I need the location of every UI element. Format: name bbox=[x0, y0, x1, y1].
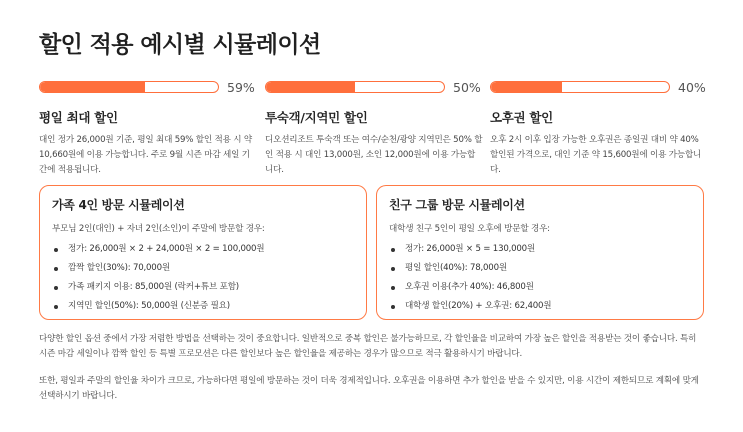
stat-guest-resident bbox=[265, 79, 483, 178]
list-item: 깜짝 할인(30%): 70,000원 bbox=[52, 259, 354, 278]
progress-row bbox=[39, 79, 257, 95]
list-item: 평일 할인(40%): 78,000원 bbox=[389, 259, 691, 278]
list-item: 대학생 할인(20%) + 오후권: 62,400원 bbox=[389, 297, 691, 316]
stat-description: 오후 2시 이후 입장 가능한 오후권은 종일권 대비 약 40% 할인된 가격으로, 대인 기준 약 15,600원에 이용 가능합니다. bbox=[490, 135, 702, 175]
card-title: 친구 그룹 방문 시뮬레이션 bbox=[389, 198, 525, 212]
progress-row bbox=[265, 79, 483, 95]
progress-track bbox=[490, 81, 670, 93]
card-list bbox=[389, 240, 691, 316]
progress-row bbox=[490, 79, 708, 95]
stat-title: 투숙객/지역민 할인 bbox=[265, 110, 368, 125]
friends-simulation-card bbox=[376, 185, 704, 320]
list-item: 정가: 26,000원 × 5 = 130,000원 bbox=[389, 240, 691, 259]
page-title: 할인 적용 예시별 시뮬레이션 bbox=[39, 32, 321, 58]
stat-afternoon bbox=[490, 79, 708, 178]
card-list bbox=[52, 240, 354, 316]
progress-percent: 59% bbox=[227, 79, 255, 95]
progress-track bbox=[265, 81, 445, 93]
list-item: 지역민 할인(50%): 50,000원 (신분증 필요) bbox=[52, 297, 354, 316]
list-item: 오후권 이용(추가 40%): 46,800원 bbox=[389, 278, 691, 297]
stat-description: 대인 정가 26,000원 기준, 평일 최대 59% 할인 적용 시 약 10,660원에 이용 가능합니다. 주로 9월 시즌 마감 세일 기간에 적용됩니다. bbox=[39, 135, 252, 175]
progress-fill bbox=[40, 82, 145, 92]
stat-weekday-max bbox=[39, 79, 257, 178]
progress-percent: 40% bbox=[678, 79, 706, 95]
progress-percent: 50% bbox=[453, 79, 481, 95]
stat-description: 디오션리조트 투숙객 또는 여수/순천/광양 지역민은 50% 할인 적용 시 대인 13,000원, 소인 12,000원에 이용 가능합니다. bbox=[265, 135, 483, 175]
card-title: 가족 4인 방문 시뮬레이션 bbox=[52, 198, 185, 212]
progress-fill bbox=[491, 82, 562, 92]
progress-fill bbox=[266, 82, 355, 92]
card-intro: 대학생 친구 5인이 평일 오후에 방문할 경우: bbox=[389, 224, 550, 234]
stat-title: 평일 최대 할인 bbox=[39, 110, 118, 125]
advice-paragraph: 또한, 평일과 주말의 할인율 차이가 크므로, 가능하다면 평일에 방문하는 것이 더욱 경제적입니다. 오후권을 이용하면 추가 할인을 받을 수 있지만, 이용 시간이 제한되므로 계획에 맞게 선택하시기 바랍니다. bbox=[39, 376, 699, 401]
list-item: 정가: 26,000원 × 2 + 24,000원 × 2 = 100,000원 bbox=[52, 240, 354, 259]
summary-paragraph: 다양한 할인 옵션 중에서 가장 저렴한 방법을 선택하는 것이 중요합니다. 일반적으로 중복 할인은 불가능하므로, 각 할인율을 비교하여 가장 높은 할인을 적용받는 것이 좋습니다. 특히 시즌 마감 세일이나 깜짝 할인 등 특별 프로모션은 다른 할인보다 높은 할인율을 제공하는 경우가 많으므로 적극 활용하시기 바랍니다. bbox=[39, 334, 697, 359]
card-intro: 부모님 2인(대인) + 자녀 2인(소인)이 주말에 방문할 경우: bbox=[52, 224, 265, 234]
list-item: 가족 패키지 이용: 85,000원 (락커+튜브 포함) bbox=[52, 278, 354, 297]
family-simulation-card bbox=[39, 185, 367, 320]
stat-title: 오후권 할인 bbox=[490, 110, 553, 125]
progress-track bbox=[39, 81, 219, 93]
